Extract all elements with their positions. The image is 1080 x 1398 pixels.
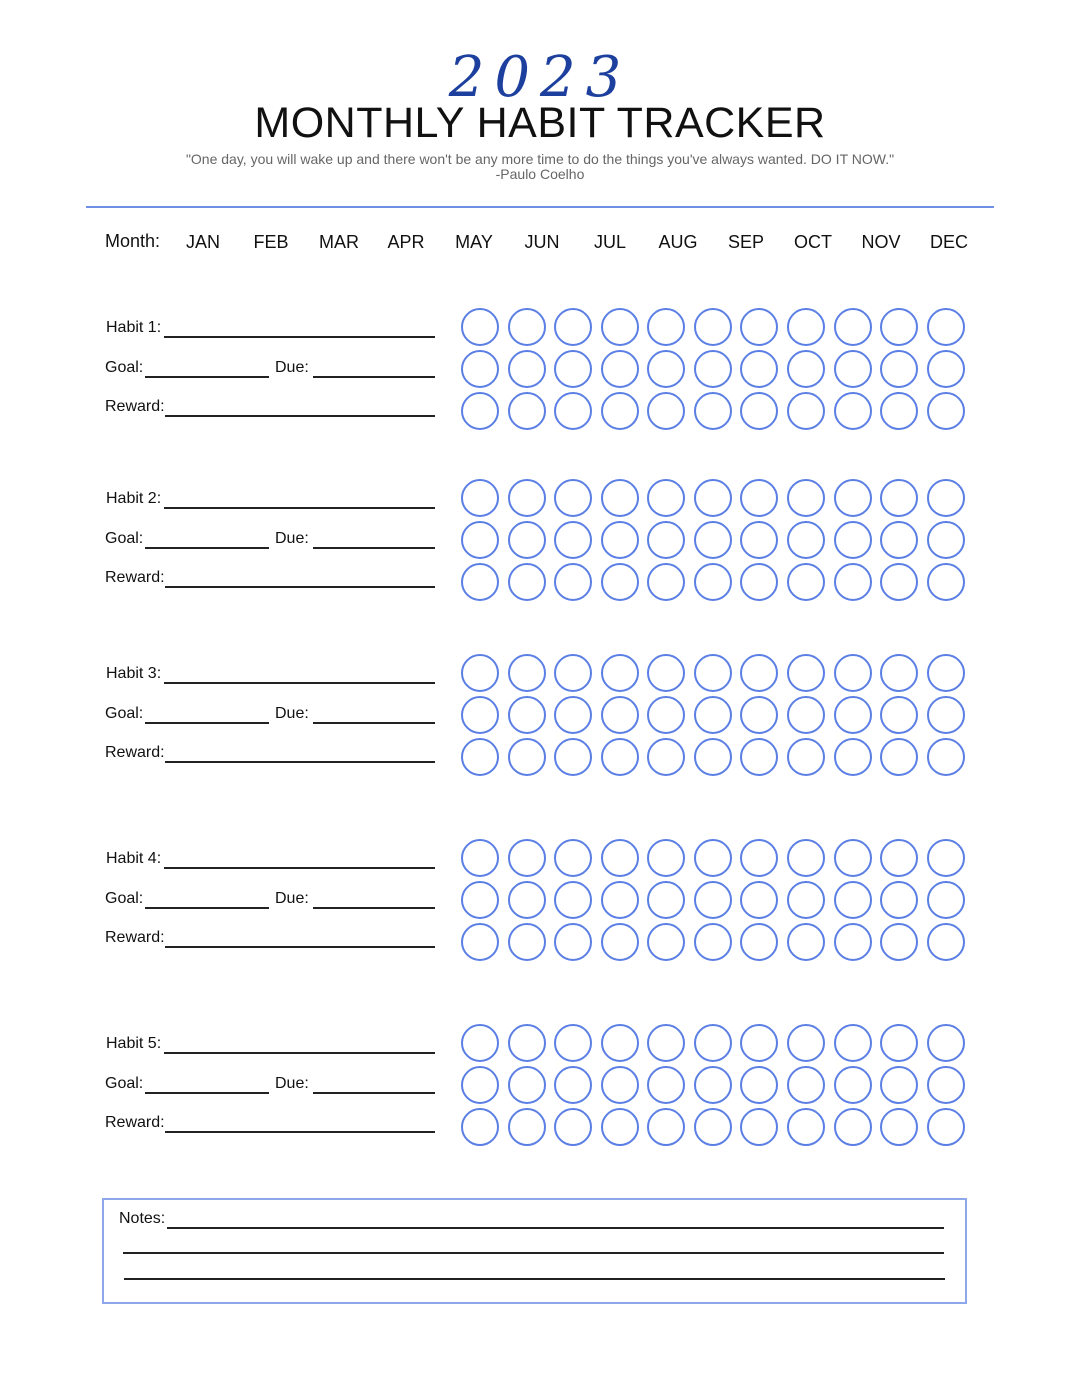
habit-2-tracker-circle[interactable] [787,521,825,559]
habit-2-tracker-circle[interactable] [787,479,825,517]
habit-4-tracker-circle[interactable] [694,881,732,919]
habit-2-tracker-circle[interactable] [740,479,778,517]
habit-2-tracker-circle[interactable] [601,479,639,517]
habit-5-tracker-circle[interactable] [740,1024,778,1062]
habit-3-tracker-circle[interactable] [647,696,685,734]
habit-5-tracker-circle[interactable] [880,1066,918,1104]
habit-4-tracker-circle[interactable] [461,923,499,961]
habit-3-tracker-circle[interactable] [880,738,918,776]
habit-4-tracker-circle[interactable] [694,923,732,961]
habit-3-tracker-circle[interactable] [787,696,825,734]
habit-3-tracker-circle[interactable] [601,696,639,734]
habit-3-tracker-circle[interactable] [927,654,965,692]
habit-2-tracker-circle[interactable] [927,563,965,601]
month-jul: JUL [593,232,626,252]
month-feb: FEB [253,232,289,252]
habit-4-reward-line[interactable] [165,946,435,948]
habit-4-tracker-circle[interactable] [927,923,965,961]
habit-3-due-line[interactable] [313,722,435,724]
habit-1-tracker-circle[interactable] [740,308,778,346]
habit-4-due-label: Due: [275,890,309,907]
habit-5-tracker-circle[interactable] [834,1024,872,1062]
habit-1-tracker-circle[interactable] [787,350,825,388]
motivational-quote: "One day, you will wake up and there won't be any more time to do the things you've always wanted. DO IT NOW." [185,151,895,167]
month-label: Month: [105,231,161,251]
habit-1-tracker-circle[interactable] [461,350,499,388]
habit-5-tracker-circle[interactable] [647,1024,685,1062]
habit-4-tracker-circle[interactable] [601,881,639,919]
month-oct: OCT [794,232,832,252]
habit-5-tracker-circle[interactable] [601,1108,639,1146]
habit-1-tracker-circle[interactable] [787,392,825,430]
habit-1-tracker-circle[interactable] [694,350,732,388]
habit-4-tracker-circle[interactable] [508,881,546,919]
habit-1-tracker-circle[interactable] [927,308,965,346]
habit-5-name-line[interactable] [164,1052,435,1054]
habit-1-label: Habit 1: [106,319,162,336]
habit-4-tracker-circle[interactable] [834,923,872,961]
habit-2-tracker-circle[interactable] [834,563,872,601]
habit-3-tracker-circle[interactable] [740,696,778,734]
habit-2-tracker-circle[interactable] [461,563,499,601]
habit-1-tracker-circle[interactable] [880,308,918,346]
habit-5-tracker-circle[interactable] [601,1066,639,1104]
habit-5-tracker-circle[interactable] [647,1066,685,1104]
month-aug: AUG [658,232,698,252]
habit-3-tracker-circle[interactable] [601,654,639,692]
habit-1-tracker-circle[interactable] [694,308,732,346]
habit-3-tracker-circle[interactable] [601,738,639,776]
habit-5-tracker-circle[interactable] [787,1066,825,1104]
habit-2-tracker-circle[interactable] [601,563,639,601]
notes-box [102,1198,967,1304]
habit-1-tracker-circle[interactable] [554,350,592,388]
habit-2-tracker-circle[interactable] [927,521,965,559]
habit-2-tracker-circle[interactable] [880,521,918,559]
habit-2-tracker-circle[interactable] [787,563,825,601]
notes-line[interactable] [123,1252,944,1254]
habit-4-tracker-circle[interactable] [927,881,965,919]
habit-1-tracker-circle[interactable] [740,392,778,430]
habit-3-reward-line[interactable] [165,761,435,763]
habit-2-tracker-circle[interactable] [694,521,732,559]
habit-2-tracker-circle[interactable] [694,563,732,601]
habit-3-tracker-circle[interactable] [927,696,965,734]
habit-4-name-line[interactable] [164,867,435,869]
habit-5-due-label: Due: [275,1075,309,1092]
habit-5-reward-label: Reward: [105,1114,165,1131]
habit-2-tracker-circle[interactable] [461,479,499,517]
habit-1-tracker-circle[interactable] [834,350,872,388]
habit-5-tracker-circle[interactable] [834,1108,872,1146]
habit-2-tracker-circle[interactable] [927,479,965,517]
habit-4-goal-line[interactable] [145,907,269,909]
habit-5-tracker-circle[interactable] [787,1024,825,1062]
habit-2-tracker-circle[interactable] [554,479,592,517]
month-mar: MAR [319,232,359,252]
habit-5-due-line[interactable] [313,1092,435,1094]
habit-1-tracker-circle[interactable] [508,308,546,346]
habit-5-tracker-circle[interactable] [508,1108,546,1146]
habit-2-tracker-circle[interactable] [461,521,499,559]
habit-1-tracker-circle[interactable] [787,308,825,346]
habit-3-due-label: Due: [275,705,309,722]
quote-author: -Paulo Coelho [495,166,585,182]
habit-4-goal-label: Goal: [105,890,144,907]
habit-1-tracker-circle[interactable] [694,392,732,430]
habit-4-tracker-circle[interactable] [461,881,499,919]
habit-3-tracker-circle[interactable] [508,696,546,734]
month-nov: NOV [861,232,901,252]
habit-1-tracker-circle[interactable] [554,392,592,430]
habit-1-tracker-circle[interactable] [880,350,918,388]
habit-2-tracker-circle[interactable] [508,479,546,517]
habit-3-tracker-circle[interactable] [694,654,732,692]
habit-3-tracker-circle[interactable] [554,738,592,776]
habit-1-tracker-circle[interactable] [647,392,685,430]
habit-1-due-line[interactable] [313,376,435,378]
habit-2-tracker-circle[interactable] [554,563,592,601]
habit-3-name-line[interactable] [164,682,435,684]
habit-4-tracker-circle[interactable] [461,839,499,877]
habit-4-tracker-circle[interactable] [880,881,918,919]
habit-4-tracker-circle[interactable] [647,839,685,877]
habit-4-tracker-circle[interactable] [927,839,965,877]
habit-1-goal-label: Goal: [105,359,144,376]
habit-2-tracker-circle[interactable] [740,521,778,559]
habit-2-tracker-circle[interactable] [834,521,872,559]
habit-1-tracker-circle[interactable] [927,350,965,388]
habit-3-goal-label: Goal: [105,705,144,722]
habit-3-goal-line[interactable] [145,722,269,724]
habit-1-tracker-circle[interactable] [647,350,685,388]
habit-4-reward-label: Reward: [105,929,165,946]
habit-3-tracker-circle[interactable] [880,654,918,692]
habit-2-label: Habit 2: [106,490,162,507]
habit-5-tracker-circle[interactable] [694,1066,732,1104]
habit-1-tracker-circle[interactable] [461,308,499,346]
habit-5-tracker-circle[interactable] [834,1066,872,1104]
habit-4-tracker-circle[interactable] [787,839,825,877]
habit-3-tracker-circle[interactable] [647,738,685,776]
habit-1-name-line[interactable] [164,336,435,338]
habit-4-tracker-circle[interactable] [880,839,918,877]
habit-4-tracker-circle[interactable] [740,923,778,961]
habit-5-reward-line[interactable] [165,1131,435,1133]
habit-3-tracker-circle[interactable] [461,654,499,692]
habit-1-tracker-circle[interactable] [601,350,639,388]
habit-5-tracker-circle[interactable] [740,1108,778,1146]
habit-4-tracker-circle[interactable] [554,881,592,919]
habit-3-tracker-circle[interactable] [880,696,918,734]
habit-5-tracker-circle[interactable] [787,1108,825,1146]
habit-4-tracker-circle[interactable] [834,839,872,877]
habit-1-tracker-circle[interactable] [880,392,918,430]
habit-4-tracker-circle[interactable] [554,839,592,877]
habit-1-tracker-circle[interactable] [834,308,872,346]
habit-4-tracker-circle[interactable] [740,839,778,877]
habit-2-tracker-circle[interactable] [508,563,546,601]
habit-5-tracker-circle[interactable] [601,1024,639,1062]
notes-line[interactable] [124,1278,945,1280]
habit-5-tracker-circle[interactable] [880,1024,918,1062]
habit-4-due-line[interactable] [313,907,435,909]
year-heading: 2023 [448,45,632,110]
habit-5-tracker-circle[interactable] [647,1108,685,1146]
habit-2-tracker-circle[interactable] [508,521,546,559]
month-sep: SEP [727,232,765,252]
habit-1-tracker-circle[interactable] [554,308,592,346]
habit-1-reward-label: Reward: [105,398,165,415]
notes-label: Notes: [119,1210,166,1227]
habit-1-reward-line[interactable] [165,415,435,417]
habit-4-tracker-circle[interactable] [647,881,685,919]
habit-3-tracker-circle[interactable] [787,654,825,692]
habit-2-tracker-circle[interactable] [740,563,778,601]
habit-1-tracker-circle[interactable] [647,308,685,346]
month-jun: JUN [524,232,560,252]
habit-5-tracker-circle[interactable] [508,1024,546,1062]
habit-2-tracker-circle[interactable] [880,563,918,601]
habit-5-tracker-circle[interactable] [508,1066,546,1104]
habit-3-tracker-circle[interactable] [740,738,778,776]
habit-5-goal-line[interactable] [145,1092,269,1094]
habit-4-tracker-circle[interactable] [508,839,546,877]
habit-2-due-line[interactable] [313,547,435,549]
habit-1-tracker-circle[interactable] [834,392,872,430]
month-jan: JAN [185,232,220,252]
habit-5-tracker-circle[interactable] [461,1066,499,1104]
month-dec: DEC [929,232,968,252]
habit-3-reward-label: Reward: [105,744,165,761]
habit-5-tracker-circle[interactable] [554,1108,592,1146]
notes-line[interactable] [167,1227,944,1229]
habit-3-tracker-circle[interactable] [834,654,872,692]
habit-2-reward-label: Reward: [105,569,165,586]
habit-2-tracker-circle[interactable] [880,479,918,517]
habit-5-tracker-circle[interactable] [927,1108,965,1146]
habit-1-tracker-circle[interactable] [601,392,639,430]
habit-5-tracker-circle[interactable] [927,1066,965,1104]
habit-5-tracker-circle[interactable] [880,1108,918,1146]
habit-3-tracker-circle[interactable] [927,738,965,776]
habit-2-due-label: Due: [275,530,309,547]
habit-2-tracker-circle[interactable] [694,479,732,517]
habit-2-tracker-circle[interactable] [647,521,685,559]
habit-3-tracker-circle[interactable] [694,738,732,776]
habit-4-tracker-circle[interactable] [740,881,778,919]
habit-1-goal-line[interactable] [145,376,269,378]
habit-1-tracker-circle[interactable] [461,392,499,430]
habit-4-tracker-circle[interactable] [508,923,546,961]
habit-5-tracker-circle[interactable] [461,1024,499,1062]
habit-4-label: Habit 4: [106,850,162,867]
habit-3-tracker-circle[interactable] [647,654,685,692]
habit-5-tracker-circle[interactable] [927,1024,965,1062]
habit-3-tracker-circle[interactable] [508,654,546,692]
habit-5-tracker-circle[interactable] [694,1024,732,1062]
habit-4-tracker-circle[interactable] [694,839,732,877]
habit-5-tracker-circle[interactable] [740,1066,778,1104]
habit-3-tracker-circle[interactable] [508,738,546,776]
habit-3-tracker-circle[interactable] [461,738,499,776]
habit-5-tracker-circle[interactable] [554,1024,592,1062]
habit-1-tracker-circle[interactable] [508,392,546,430]
habit-2-tracker-circle[interactable] [647,479,685,517]
habit-3-tracker-circle[interactable] [834,738,872,776]
habit-3-tracker-circle[interactable] [740,654,778,692]
habit-5-tracker-circle[interactable] [461,1108,499,1146]
month-apr: APR [387,232,425,252]
habit-4-tracker-circle[interactable] [787,923,825,961]
habit-1-due-label: Due: [275,359,309,376]
habit-2-tracker-circle[interactable] [647,563,685,601]
habit-2-name-line[interactable] [164,507,435,509]
habit-3-tracker-circle[interactable] [834,696,872,734]
month-may: MAY [455,232,493,252]
habit-5-tracker-circle[interactable] [554,1066,592,1104]
habit-4-tracker-circle[interactable] [787,881,825,919]
habit-2-goal-label: Goal: [105,530,144,547]
habit-1-tracker-circle[interactable] [508,350,546,388]
habit-3-tracker-circle[interactable] [787,738,825,776]
habit-3-tracker-circle[interactable] [554,696,592,734]
habit-4-tracker-circle[interactable] [880,923,918,961]
habit-4-tracker-circle[interactable] [647,923,685,961]
habit-4-tracker-circle[interactable] [554,923,592,961]
habit-2-goal-line[interactable] [145,547,269,549]
habit-3-tracker-circle[interactable] [461,696,499,734]
habit-5-goal-label: Goal: [105,1075,144,1092]
habit-1-tracker-circle[interactable] [601,308,639,346]
habit-3-tracker-circle[interactable] [694,696,732,734]
header-divider [86,206,994,208]
habit-1-tracker-circle[interactable] [927,392,965,430]
habit-4-tracker-circle[interactable] [601,923,639,961]
habit-2-tracker-circle[interactable] [834,479,872,517]
habit-3-tracker-circle[interactable] [554,654,592,692]
habit-4-tracker-circle[interactable] [601,839,639,877]
habit-5-label: Habit 5: [106,1035,162,1052]
page-title: MONTHLY HABIT TRACKER [254,99,826,147]
habit-2-tracker-circle[interactable] [554,521,592,559]
habit-2-reward-line[interactable] [165,586,435,588]
habit-2-tracker-circle[interactable] [601,521,639,559]
habit-3-label: Habit 3: [106,665,162,682]
habit-5-tracker-circle[interactable] [694,1108,732,1146]
habit-4-tracker-circle[interactable] [834,881,872,919]
habit-1-tracker-circle[interactable] [740,350,778,388]
